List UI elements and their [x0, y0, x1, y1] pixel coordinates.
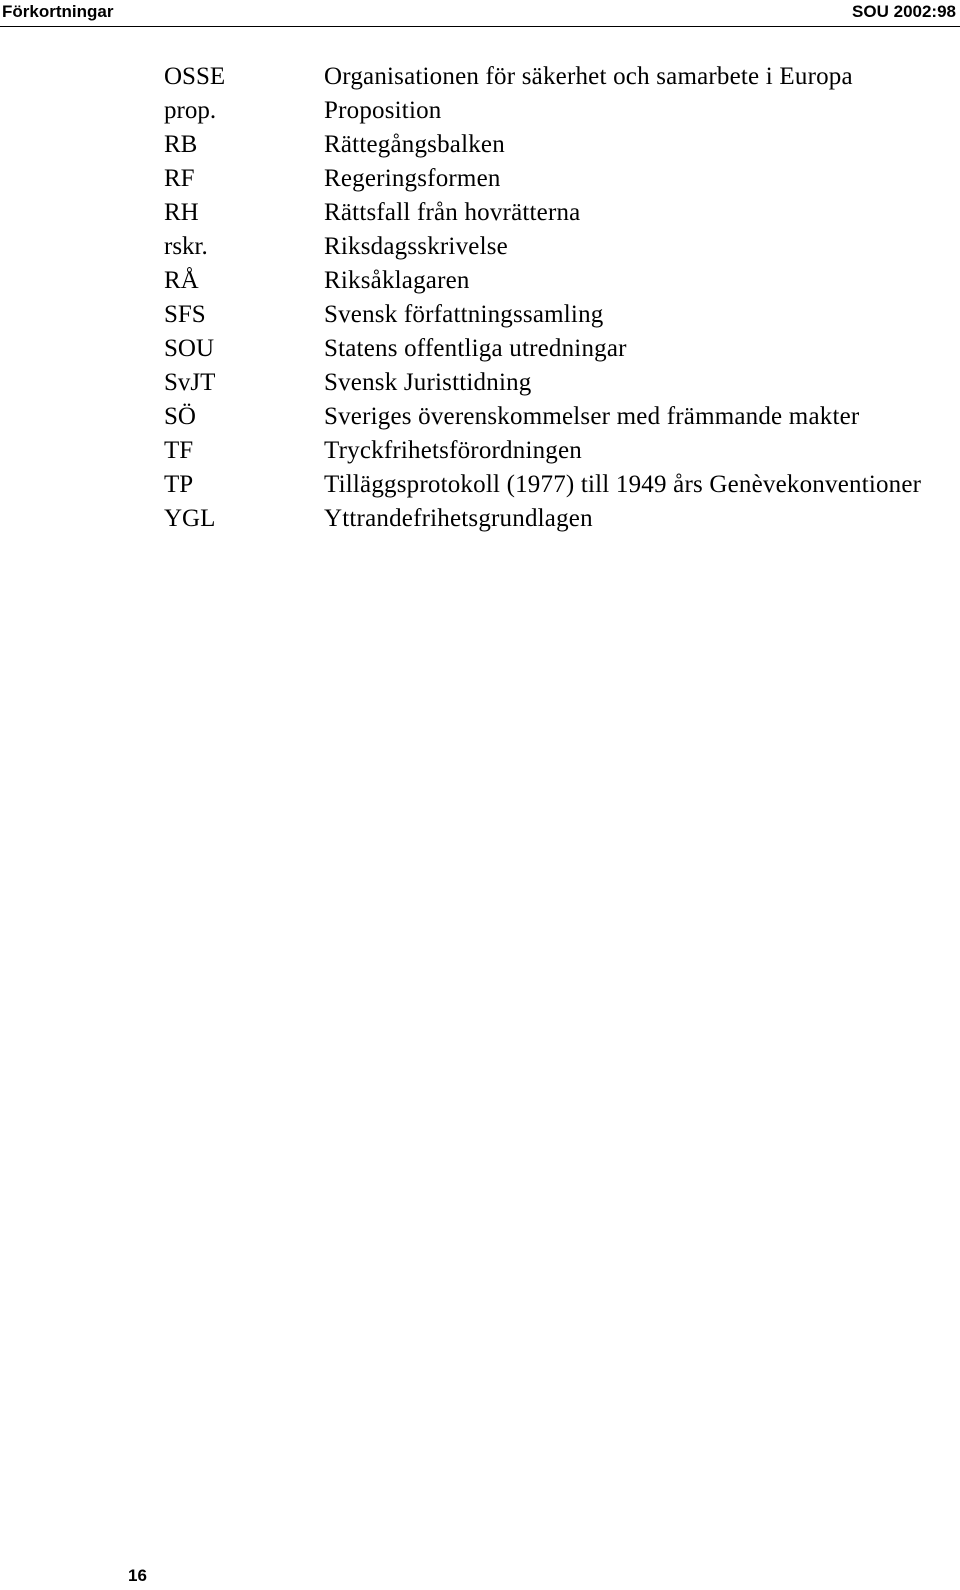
abbreviation-definition: Tilläggsprotokoll (1977) till 1949 års Genèvekonventioner	[324, 471, 922, 498]
abbreviation-definition: Riksåklagaren	[324, 267, 470, 294]
abbreviation-definition: Yttrandefrihetsgrundlagen	[324, 505, 593, 532]
abbreviation-term: YGL	[164, 505, 216, 532]
abbreviation-row	[164, 366, 950, 400]
abbreviation-term: TP	[164, 471, 194, 498]
header-report-id: SOU 2002:98	[852, 2, 956, 21]
abbreviation-term: rskr.	[164, 233, 208, 260]
abbreviation-row	[164, 162, 950, 196]
abbreviation-term: prop.	[164, 97, 217, 124]
abbreviation-definition: Riksdagsskrivelse	[324, 233, 508, 260]
header-section-title: Förkortningar	[2, 2, 114, 21]
abbreviation-definition: Statens offentliga utredningar	[324, 335, 627, 362]
abbreviation-row	[164, 298, 950, 332]
abbreviation-definition: Proposition	[324, 97, 442, 124]
abbreviation-row	[164, 400, 950, 434]
abbreviation-row	[164, 196, 950, 230]
abbreviation-term: SvJT	[164, 369, 216, 396]
abbreviation-term: OSSE	[164, 63, 226, 90]
page-header	[0, 0, 960, 24]
abbreviation-definition: Rättsfall från hovrätterna	[324, 199, 581, 226]
abbreviation-definition: Svensk Juristtidning	[324, 369, 532, 396]
page-number: 16	[128, 1566, 147, 1585]
abbreviation-term: RB	[164, 131, 198, 158]
abbreviation-term: SFS	[164, 301, 206, 328]
abbreviation-row	[164, 230, 950, 264]
abbreviation-row	[164, 128, 950, 162]
abbreviation-term: TF	[164, 437, 194, 464]
abbreviation-row	[164, 434, 950, 468]
abbreviation-row	[164, 264, 950, 298]
abbreviation-row	[164, 468, 950, 502]
header-divider	[0, 26, 960, 27]
abbreviation-term: RÅ	[164, 267, 199, 294]
abbreviation-definition: Tryckfrihetsförordningen	[324, 437, 582, 464]
abbreviation-definition: Sveriges överenskommelser med främmande makter	[324, 403, 860, 430]
abbreviation-term: SOU	[164, 335, 215, 362]
abbreviation-list	[164, 60, 950, 536]
abbreviation-definition: Organisationen för säkerhet och samarbete i Europa	[324, 63, 853, 90]
abbreviation-row	[164, 94, 950, 128]
abbreviation-definition: Rättegångsbalken	[324, 131, 505, 158]
abbreviation-row	[164, 60, 950, 94]
abbreviation-term: RF	[164, 165, 195, 192]
abbreviation-row	[164, 332, 950, 366]
abbreviation-definition: Regeringsformen	[324, 165, 501, 192]
abbreviation-term: SÖ	[164, 403, 196, 430]
abbreviation-row	[164, 502, 950, 536]
abbreviation-term: RH	[164, 199, 199, 226]
abbreviation-definition: Svensk författningssamling	[324, 301, 604, 328]
